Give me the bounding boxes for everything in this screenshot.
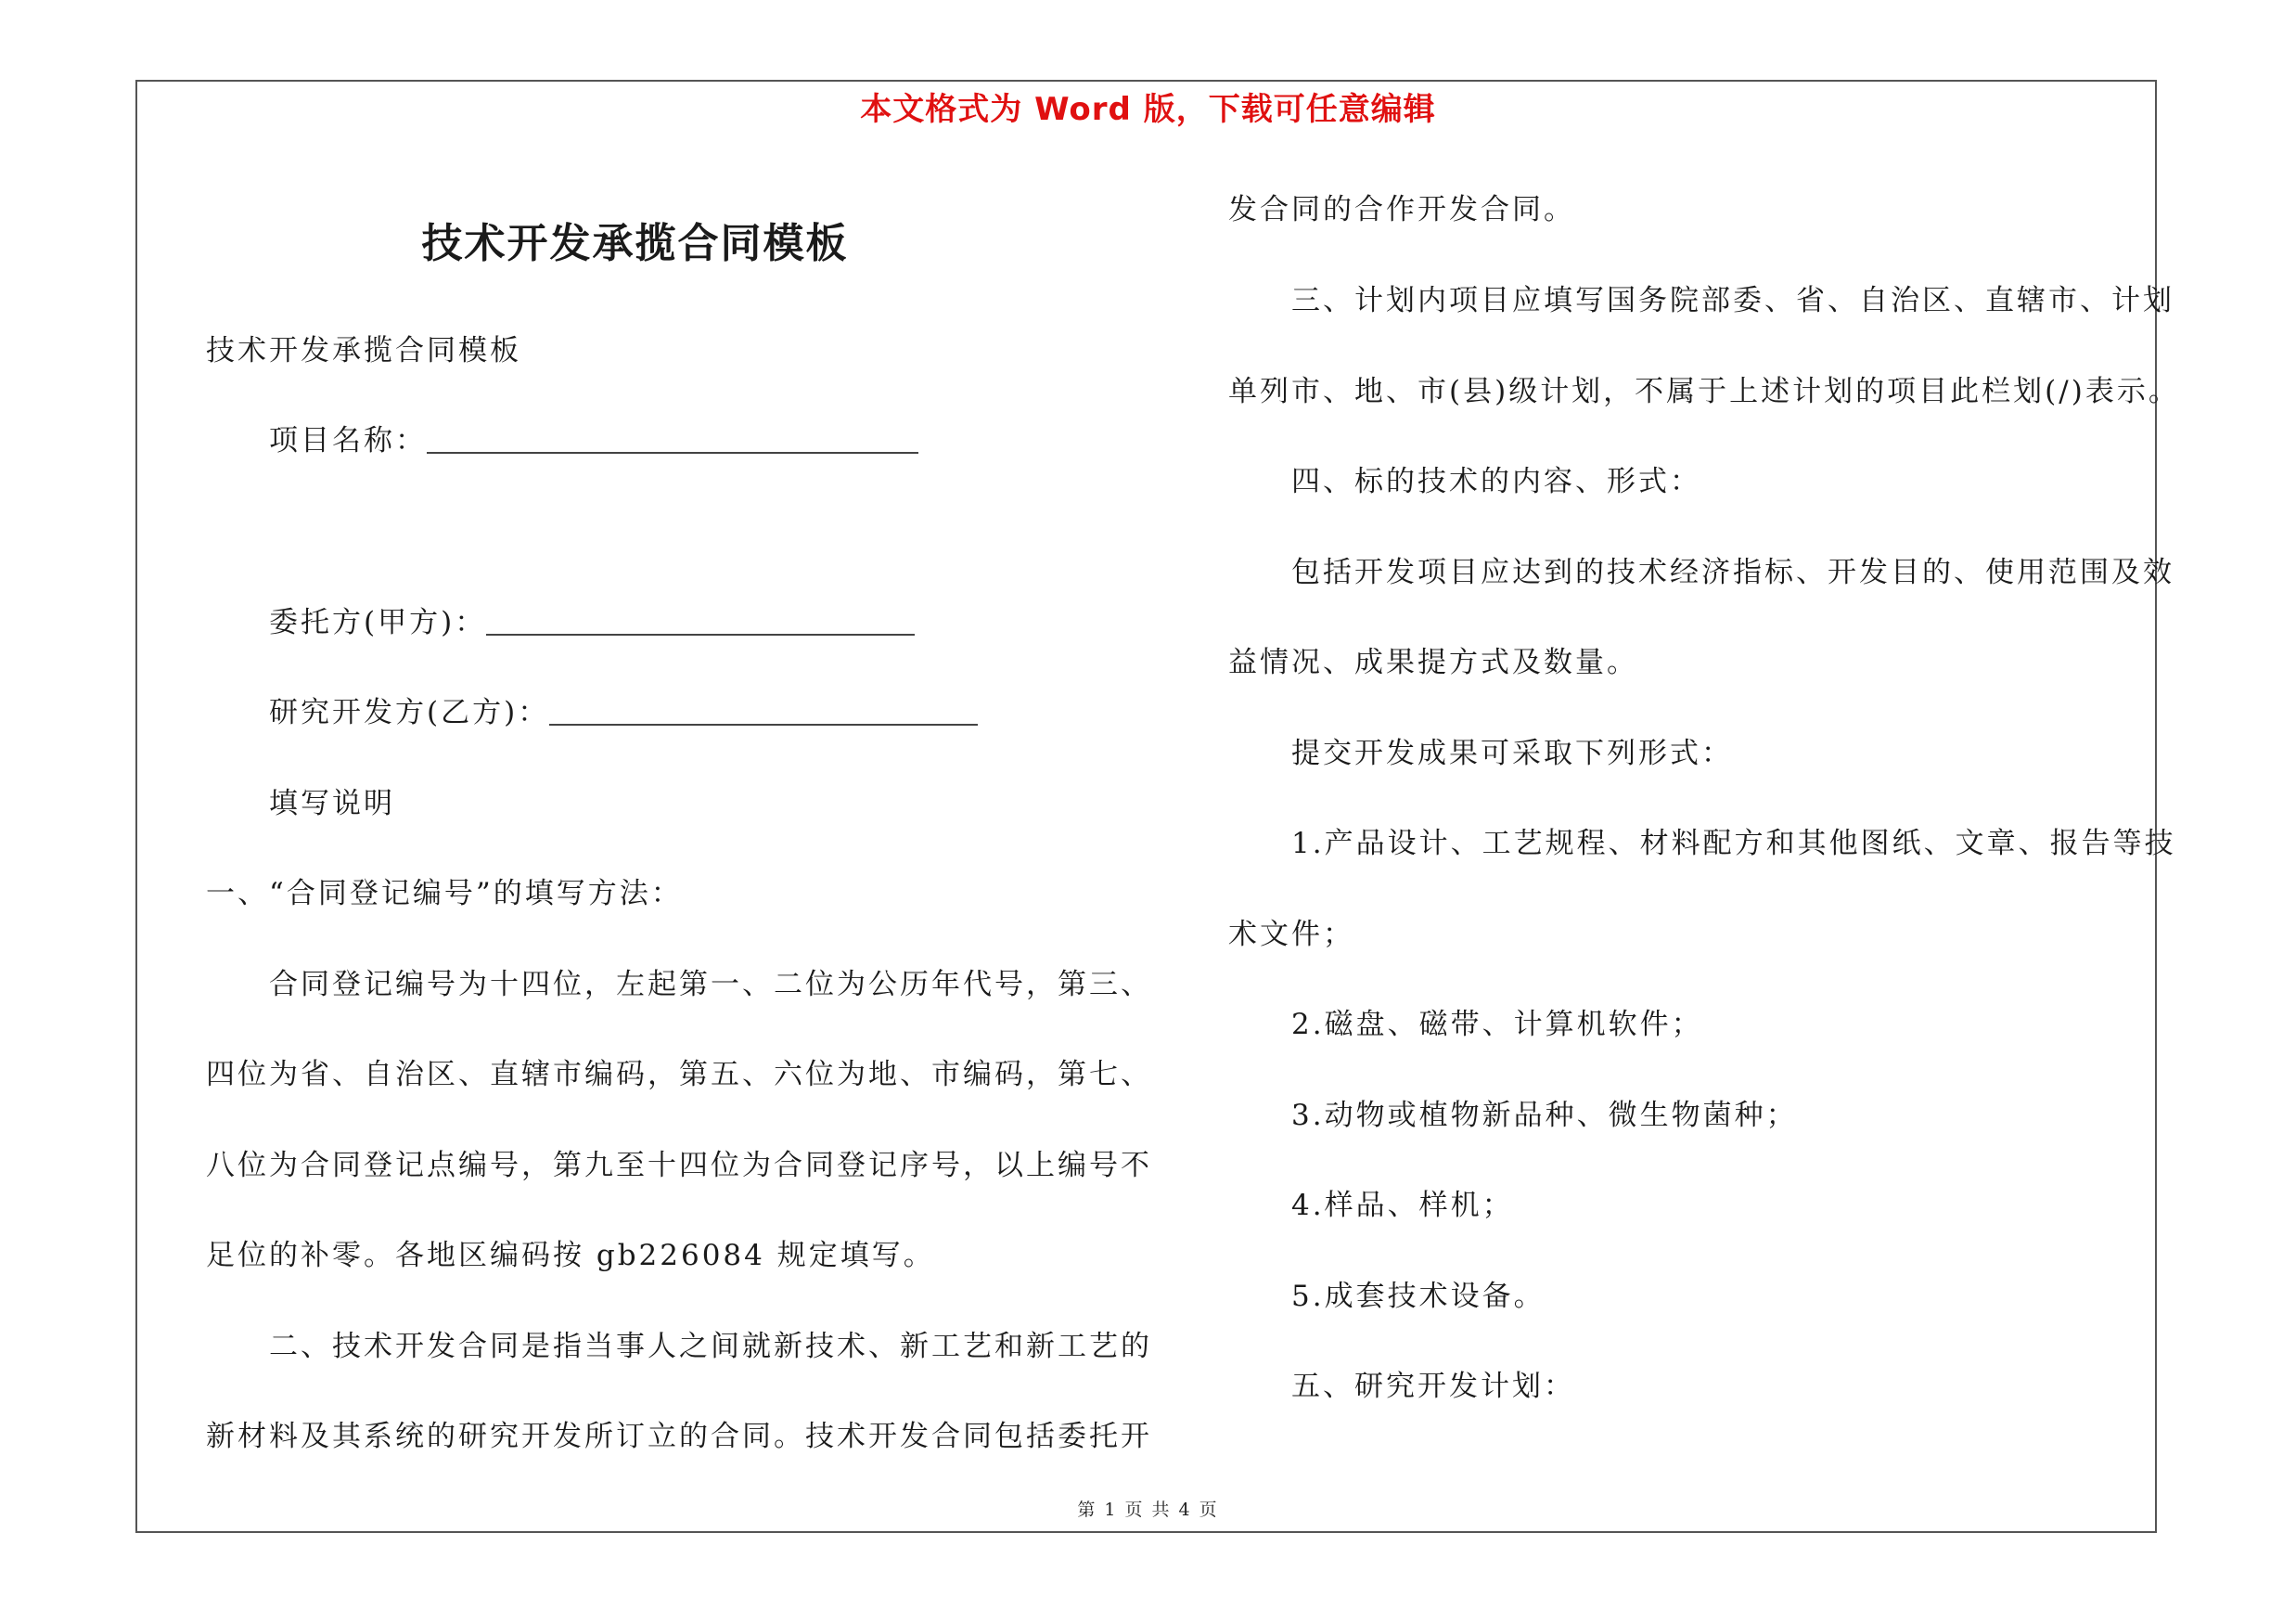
item3-text-line1: 三、计划内项目应填写国务院部委、省、自治区、直辖市、计划: [1291, 284, 2174, 317]
item3-text-line2: 单列市、地、市(县)级计划，不属于上述计划的项目此栏划(/)表示。: [1228, 375, 2180, 408]
item4-heading: 四、标的技术的内容、形式：: [1291, 465, 1701, 498]
page-number-footer: 第 1 页 共 4 页: [1077, 1500, 1219, 1520]
form1-line2: 术文件；: [1228, 918, 1354, 951]
item1-heading: 一、“合同登记编号”的填写方法：: [206, 877, 683, 910]
instructions-heading: 填写说明: [269, 787, 395, 820]
developer-label: 研究开发方(乙方)：: [269, 696, 550, 729]
document-title: 技术开发承揽合同模板: [421, 220, 849, 267]
project-name-label: 项目名称：: [269, 424, 427, 457]
project-name-blank: [427, 424, 918, 454]
form1-line1: 1.产品设计、工艺规程、材料配方和其他图纸、文章、报告等技: [1291, 827, 2176, 860]
client-label: 委托方(甲方)：: [269, 606, 487, 639]
client-blank: [486, 606, 915, 636]
item5-heading: 五、研究开发计划：: [1291, 1370, 1575, 1403]
item1-text-line3: 八位为合同登记点编号，第九至十四位为合同登记序号，以上编号不: [206, 1149, 1152, 1182]
subtitle: 技术开发承揽合同模板: [206, 334, 521, 367]
item4-text-line2: 益情况、成果提方式及数量。: [1228, 646, 1638, 679]
forms-heading: 提交开发成果可采取下列形式：: [1291, 737, 1733, 770]
item4-text-line1: 包括开发项目应达到的技术经济指标、开发目的、使用范围及效: [1291, 556, 2174, 589]
item2-text-line1: 二、技术开发合同是指当事人之间就新技术、新工艺和新工艺的: [269, 1330, 1152, 1363]
item2-continuation: 发合同的合作开发合同。: [1228, 193, 1575, 226]
client-row: [206, 604, 915, 641]
item1-text-line2: 四位为省、自治区、直辖市编码，第五、六位为地、市编码，第七、: [206, 1058, 1152, 1091]
project-name-row: [206, 422, 918, 459]
editable-notice-banner: 本文格式为 Word 版，下载可任意编辑: [860, 91, 1436, 128]
item2-text-line2: 新材料及其系统的研究开发所订立的合同。技术开发合同包括委托开: [206, 1420, 1152, 1453]
form3: 3.动物或植物新品种、微生物菌种；: [1291, 1099, 1798, 1132]
developer-row: [206, 694, 978, 731]
form2: 2.磁盘、磁带、计算机软件；: [1291, 1008, 1703, 1041]
item1-text-line1: 合同登记编号为十四位，左起第一、二位为公历年代号，第三、: [269, 968, 1152, 1001]
developer-blank: [549, 696, 978, 726]
item1-text-line4: 足位的补零。各地区编码按 gb226084 规定填写。: [206, 1239, 935, 1272]
form5: 5.成套技术设备。: [1291, 1280, 1546, 1313]
form4: 4.样品、样机；: [1291, 1189, 1514, 1222]
